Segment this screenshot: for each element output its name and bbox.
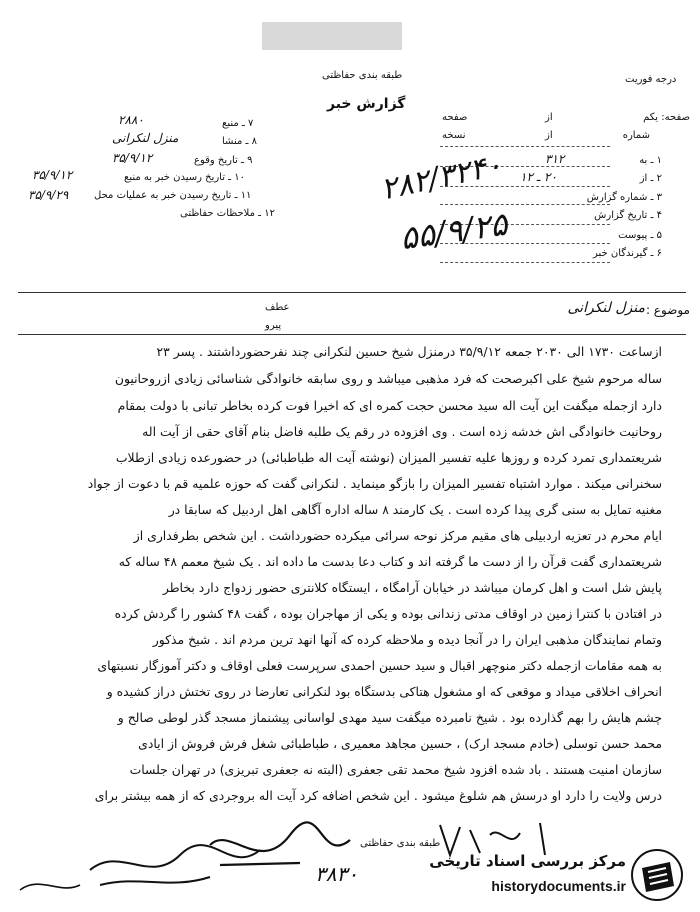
body-line: شریعتمداری تمرد کرده و روزها علیه تفسیر المیزان (نوشته آیت اله طباطبائی) در حضورعده زیادی ازطلاب (115, 450, 662, 465)
body-line: درس ولایت را دارد او درسش هم شلوغ میشود . این شخص اضافه کرد آیت اله بروجردی که از همه بیشتر برای (94, 788, 662, 803)
field-number-from: از (545, 130, 553, 141)
body-line: ساله مرحوم شیخ علی اکبرصحت که فرد مذهبی میباشد و روی سابقه خانوادگی شناسائی زیادی ازروحانیون (114, 371, 662, 386)
atf-label: عطف (265, 302, 290, 313)
body-line: وتمام نمایندگان مذهبی ایران را در آنجا دیده و ملاحظه کرده که آنها انهد ترین مردم اند . شیخ مذکور (152, 632, 662, 647)
field-from-value: ۲۰ ـ ۱۲ (520, 170, 557, 184)
field-origin: ۸ ـ منشا (222, 136, 258, 147)
body-line: سخنرانی میکند . موارد اشتباه تفسیر المیزان را بازگو مینماید . لنکرانی گفت که حوزه علمیه قم با دعوت از جواد (87, 476, 662, 491)
handwritten-number: ۲۸۲/۳۲۴۰ (377, 147, 506, 208)
body-line: سازمان امنیت هستند . باد شده افزود شیخ محمد تقی جعفری (البته نه جعفری تبریزی) در تهران جلسات (129, 762, 662, 777)
classification-bottom: طبقه بندی حفاظتی (360, 838, 441, 849)
field-number-value: نسخه (442, 130, 466, 141)
field-report-number: ۳ ـ شماره گزارش (586, 192, 662, 203)
report-title: گزارش خبر (327, 96, 406, 112)
body-line: چشم هایش را بهم گذارده بود . شیخ نامبرده میگفت سید مهدی لواسانی پیشنماز مسجد گذر لوطی صالح و (117, 710, 662, 725)
field-origin-value: منزل لنکرانی (112, 131, 179, 145)
classification-top: طبقه بندی حفاظتی (322, 70, 403, 81)
body-line: شریعتمداری گفت قرآن را از دست ما گرفته اند و کتاب دعا بدست ما داده اند . یک شیخ معمم ۴۸ ساله که (118, 554, 662, 569)
field-source: ۷ ـ منبع (222, 118, 254, 129)
field-received-date-value: ۳۵/۹/۱۲ (32, 168, 73, 182)
field-event-date: ۹ ـ تاریخ وقوع (194, 155, 253, 166)
body-line: روحانیت خانوادگی اش خدشه زده است . وی افزوده در رقم یک طلبه فاضل بنام آقای حقی از آیت اله (142, 424, 662, 439)
archive-emblem-icon (630, 848, 684, 902)
logo-name: مرکز بررسی اسناد تاریخی (429, 852, 626, 870)
body-line: انحراف اخلاقی میداد و موقعی که او مشغول هتاکی بدستگاه بود لنکرانی تعارضا در روی تختش دراز کشیده و (106, 684, 662, 699)
redaction-stamp (262, 22, 402, 50)
field-from: ۲ ـ از (639, 173, 662, 184)
archive-logo (388, 846, 688, 904)
field-number: شماره (622, 130, 650, 141)
field-page: صفحه: یکم (643, 112, 690, 123)
field-to-value: ۳۱۲ (545, 152, 565, 166)
field-security-notes: ۱۲ ـ ملاحظات حفاظتی (180, 208, 275, 219)
field-recipients: ۶ ـ گیرندگان خبر (592, 248, 662, 259)
field-page-value: صفحه (442, 112, 468, 123)
field-ops-date-value: ۳۵/۹/۲۹ (28, 188, 69, 202)
logo-url: historydocuments.ir (491, 878, 626, 894)
subject-value: منزل لنکرانی (567, 300, 645, 316)
field-received-date: ۱۰ ـ تاریخ رسیدن خبر به منبع (124, 172, 246, 183)
peyro-label: پیرو (265, 320, 282, 331)
body-line: محمد حسن توسلی (خادم مسجد ارک) ، حسین مجاهد معمیری ، طباطبائی شغل فرش فروش از ایادی (138, 736, 662, 751)
body-line: ایام محرم در تعزیه اردبیلی های مقیم مرکز نوحه سرائی میکرده حضورداشت . این شخص بطرفداری از (133, 528, 662, 543)
field-to: ۱ ـ به (639, 155, 662, 166)
body-line: دارد ازجمله میگفت این آیت اله سید محسن حجت کمره ای که اخیرا فوت کرده بخاطر تبانی با دولت بمقام (117, 398, 662, 413)
bottom-number: ۳۸۳۰ (315, 862, 358, 886)
subject-label: موضوع : (645, 303, 690, 317)
field-event-date-value: ۳۵/۹/۱۲ (112, 151, 153, 165)
body-line: به همه مقامات ازجمله دکتر منوچهر اقبال و سید حسین احمدی سرپرست فعلی اوقاف و دکتر آموزگار نسبتهای (97, 658, 662, 673)
field-report-date: ۴ ـ تاریخ گزارش (594, 210, 662, 221)
priority-label: درجه فوریت (625, 74, 677, 85)
body-line: ازساعت ۱۷۳۰ الی ۲۰۳۰ جمعه ۳۵/۹/۱۲ درمنزل شیخ حسین لنکرانی چند نفرحضورداشتند . پسر ۲۳ (156, 344, 662, 359)
body-line: پایش شل است و اهل کرمان میباشد در خیابان آرامگاه ، ایستگاه کلانتری حضور زدواج دارد بخاطر (162, 580, 662, 595)
field-attachment: ۵ ـ پیوست (618, 230, 662, 241)
field-page-from: از (545, 112, 553, 123)
body-line: مغنیه تمایل به سنی گری پیدا کرده است . یک کارمند ۸ ساله اداره آگاهی اهل اردبیل که سابقا در (168, 502, 662, 517)
field-source-value: ۲۸۸۰ (118, 113, 144, 127)
field-ops-date: ۱۱ ـ تاریخ رسیدن خبر به عملیات محل (94, 190, 252, 201)
body-line: در افتادن با کنترا زمین در اوقاف مدتی زندانی بوده و یکی از مهاجران بوده ، گفت ۴۸ کشور را گردش کرده (114, 606, 662, 621)
handwritten-date: ۵۵/۹/۲۵ (397, 204, 510, 258)
